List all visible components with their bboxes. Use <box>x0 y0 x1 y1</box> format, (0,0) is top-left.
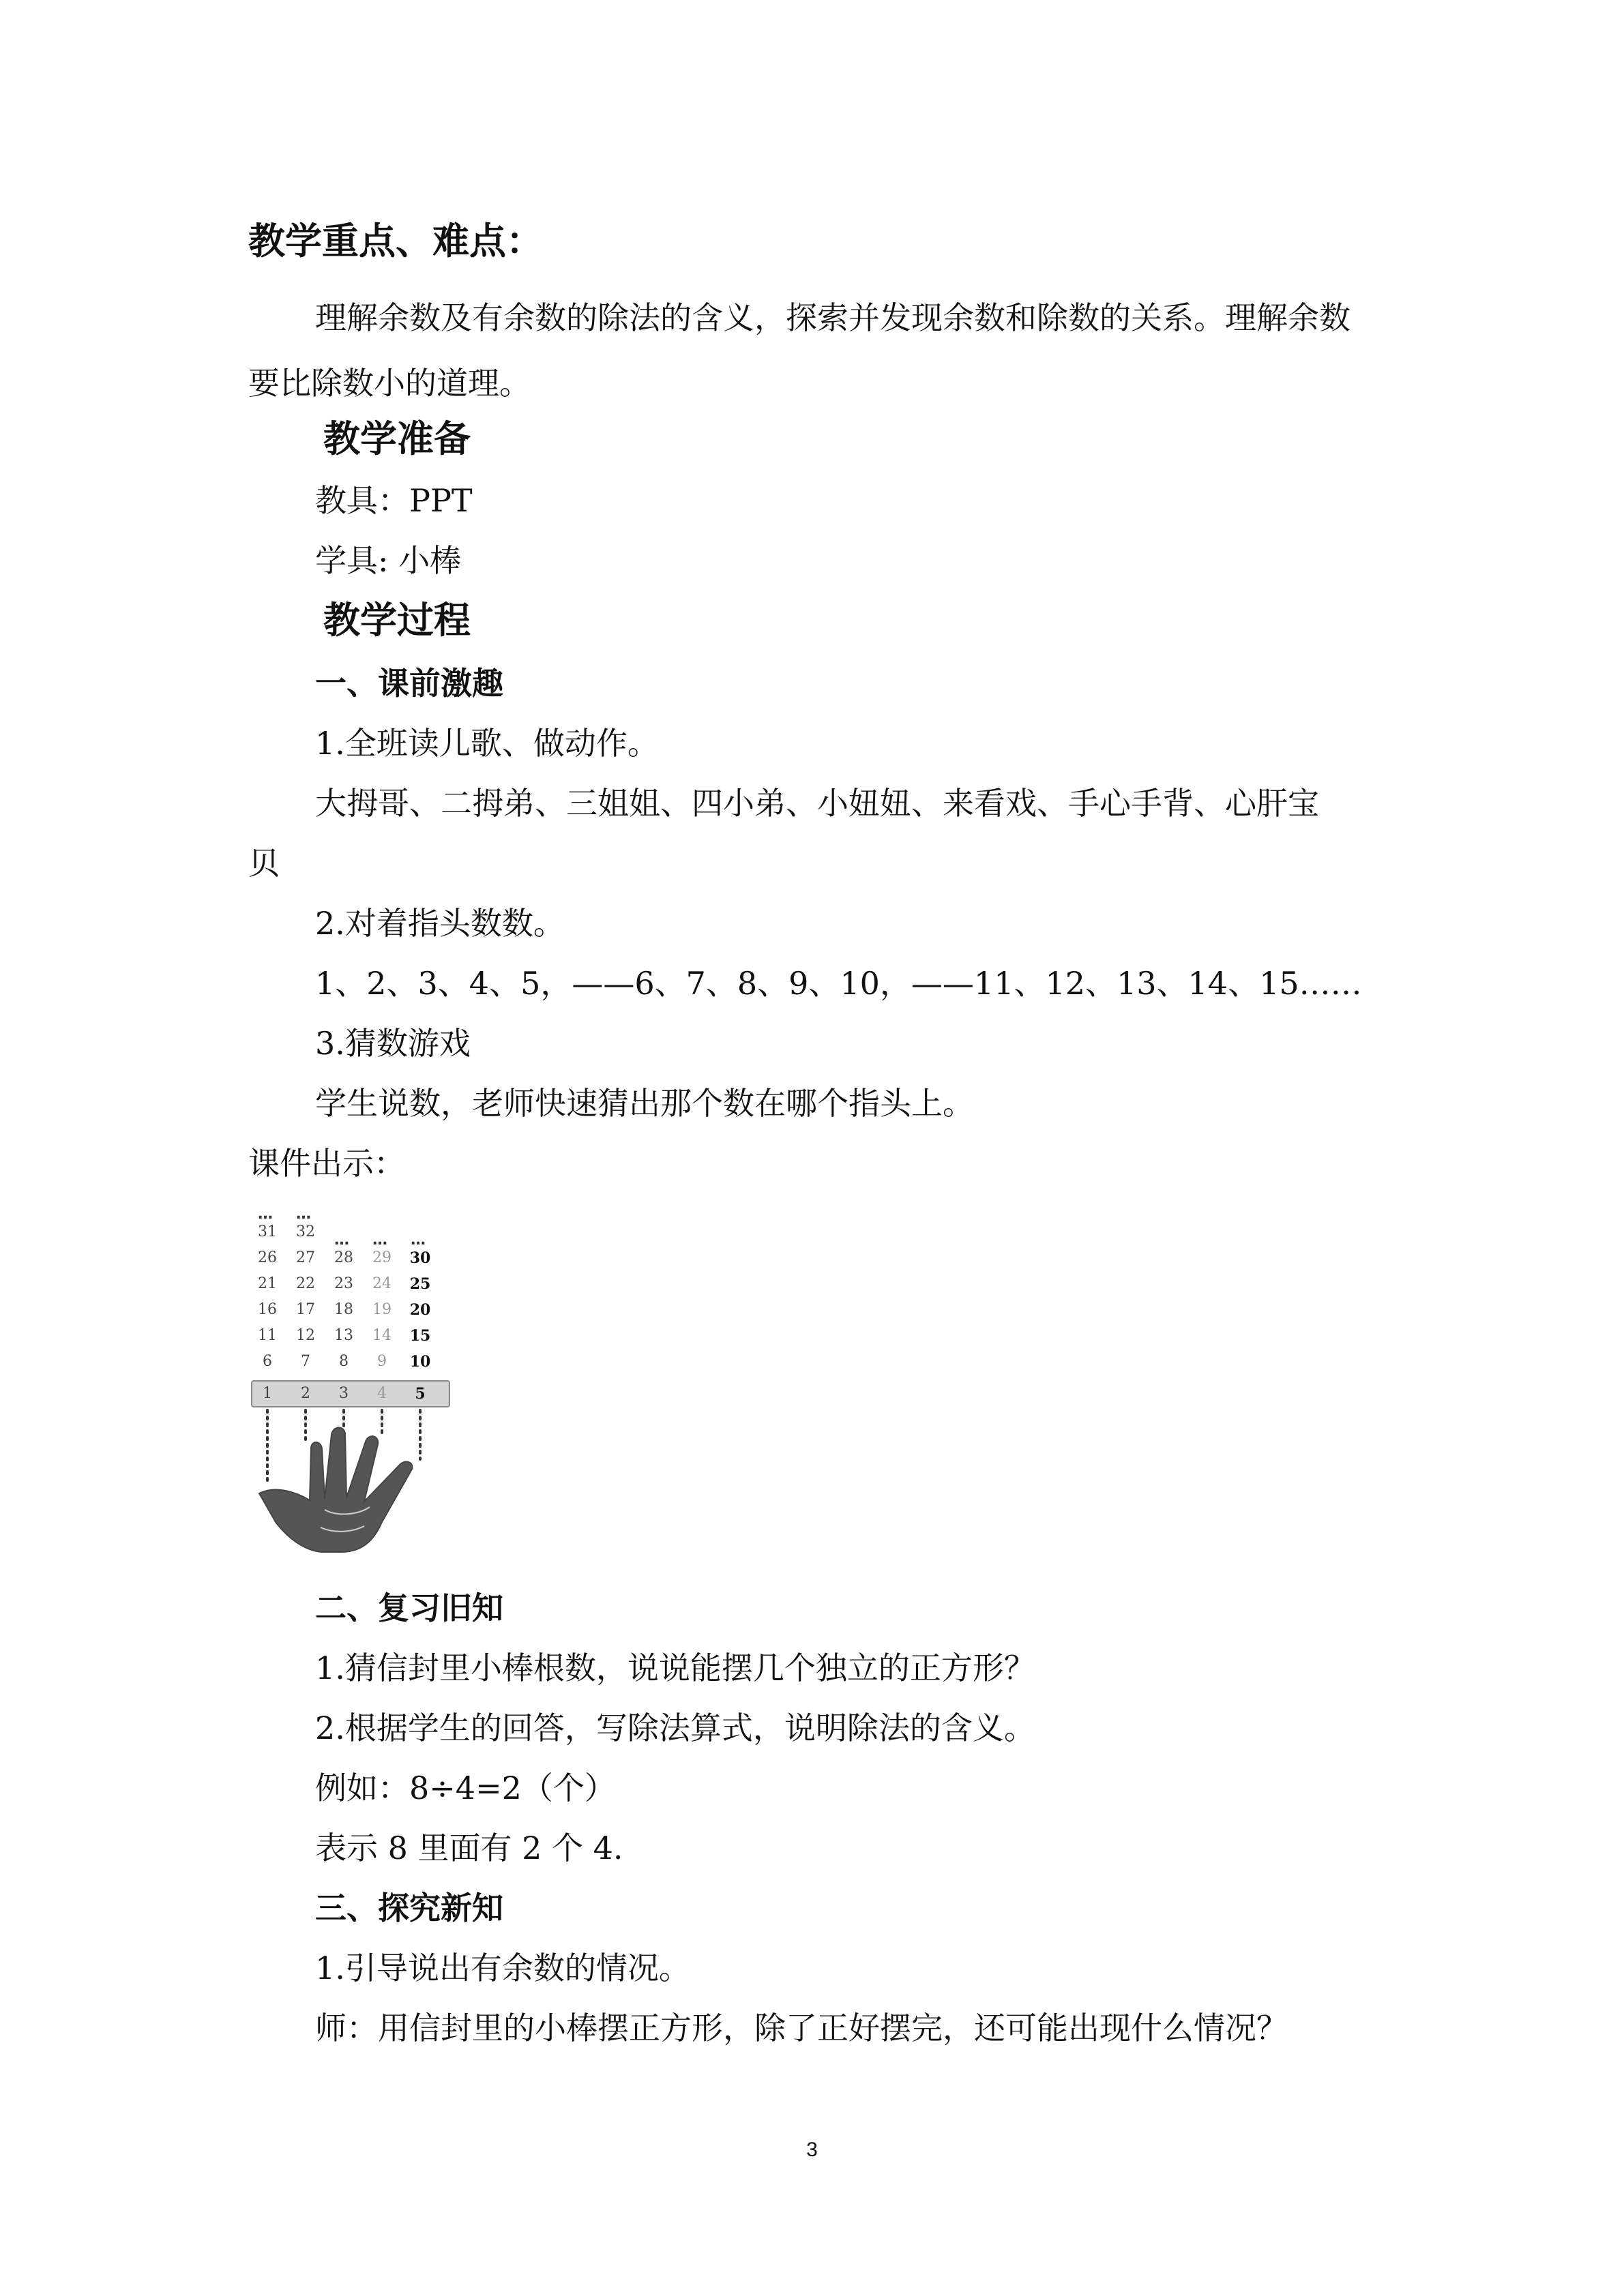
grid-cell: 7 <box>301 1353 310 1370</box>
grid-row-base <box>248 1381 453 1407</box>
grid-cell: 16 <box>258 1301 277 1318</box>
grid-row <box>248 1245 453 1271</box>
grid-cell: 11 <box>258 1327 277 1344</box>
key-points-body: 理解余数及有余数的除法的含义，探索并发现余数和除数的关系。理解余数要比除数小的道理。 <box>248 299 1350 402</box>
grid-cell: 27 <box>296 1249 315 1266</box>
finger-counting-figure <box>248 1206 453 1555</box>
grid-cell: 20 <box>409 1301 431 1319</box>
grid-cell: 15 <box>409 1327 431 1345</box>
number-grid <box>248 1206 453 1410</box>
grid-cell: 1 <box>263 1385 272 1402</box>
grid-cell: 8 <box>339 1353 349 1370</box>
grid-cell: 14 <box>372 1327 392 1344</box>
grid-cell: 22 <box>296 1275 315 1292</box>
part1-line-7: 学生说数，老师快速猜出那个数在哪个指头上。 <box>315 1085 974 1122</box>
heading-preparation: 教学准备 <box>323 417 471 460</box>
grid-row <box>248 1297 453 1323</box>
prep-teacher-tools: 教具：PPT <box>315 482 473 519</box>
ellipsis-mark: … <box>411 1232 426 1249</box>
grid-cell: 28 <box>334 1249 353 1266</box>
grid-cell: 21 <box>258 1275 277 1292</box>
grid-cell: 29 <box>372 1249 392 1266</box>
part1-line-6: 3.猜数游戏 <box>315 1025 471 1062</box>
grid-cell: 10 <box>409 1353 431 1371</box>
grid-cell: 32 <box>296 1223 315 1240</box>
grid-cell: 12 <box>296 1327 315 1344</box>
grid-cell: 5 <box>415 1385 426 1403</box>
part1-line-5: 1、2、3、4、5，——6、7、8、9、10，——11、12、13、14、15…… <box>315 965 1362 1002</box>
hand-icon <box>248 1407 453 1555</box>
part2-line-3: 例如：8÷4=2（个） <box>315 1770 616 1806</box>
part1-line-1: 1.全班读儿歌、做动作。 <box>315 725 659 762</box>
prep-student-tools: 学具: 小棒 <box>315 542 462 579</box>
grid-cell: 17 <box>296 1301 315 1318</box>
grid-cell: 19 <box>372 1301 392 1318</box>
part3-line-1: 1.引导说出有余数的情况。 <box>315 1950 690 1986</box>
part2-line-2: 2.根据学生的回答，写除法算式，说明除法的含义。 <box>315 1710 1035 1746</box>
grid-row <box>248 1271 453 1297</box>
heading-key-points: 教学重点、难点： <box>248 220 543 263</box>
ellipsis-mark: … <box>258 1206 274 1223</box>
part1-line-2: 大拇哥、二拇弟、三姐姐、四小弟、小妞妞、来看戏、手心手背、心肝宝 <box>315 785 1319 822</box>
grid-cell: 4 <box>377 1385 387 1402</box>
grid-cell: 6 <box>263 1353 272 1370</box>
grid-row <box>248 1323 453 1349</box>
part1-line-4: 2.对着指头数数。 <box>315 905 565 942</box>
grid-cell: 30 <box>409 1249 431 1267</box>
grid-cell: 26 <box>258 1249 277 1266</box>
part3-title: 三、探究新知 <box>315 1890 503 1926</box>
part2-title: 二、复习旧知 <box>315 1590 503 1626</box>
grid-cell: 3 <box>339 1385 349 1402</box>
grid-cell: 13 <box>334 1327 353 1344</box>
grid-cell: 25 <box>409 1275 431 1293</box>
part3-line-2: 师：用信封里的小棒摆正方形，除了正好摆完，还可能出现什么情况？ <box>315 2010 1288 2046</box>
part1-line-3: 贝 <box>248 845 280 882</box>
grid-cell: 24 <box>372 1275 392 1292</box>
grid-cell: 23 <box>334 1275 353 1292</box>
courseware-label: 课件出示： <box>248 1145 405 1182</box>
ellipsis-mark: … <box>372 1232 388 1249</box>
grid-row <box>248 1219 453 1249</box>
grid-cell: 31 <box>258 1223 277 1240</box>
heading-process: 教学过程 <box>323 599 471 642</box>
page-number: 3 <box>806 2138 818 2161</box>
grid-cell: 2 <box>301 1385 310 1402</box>
grid-cell: 9 <box>377 1353 387 1370</box>
part2-line-1: 1.猜信封里小棒根数，说说能摆几个独立的正方形？ <box>315 1650 1035 1686</box>
grid-row <box>248 1349 453 1375</box>
part2-line-4: 表示 8 里面有 2 个 4. <box>315 1830 623 1866</box>
ellipsis-mark: … <box>296 1206 312 1223</box>
grid-cell: 18 <box>334 1301 353 1318</box>
part1-title: 一、课前激趣 <box>315 665 503 702</box>
ellipsis-mark: … <box>334 1232 350 1249</box>
